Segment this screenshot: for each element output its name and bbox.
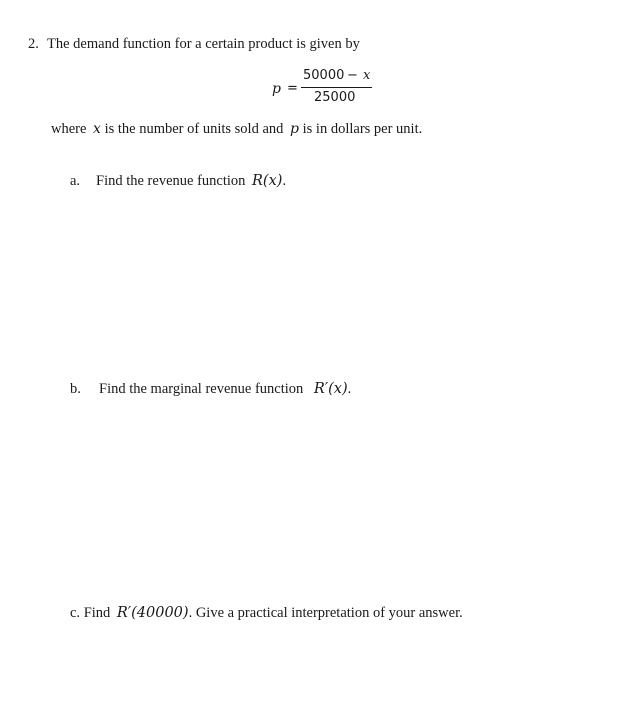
part-a-end: . <box>282 173 287 189</box>
part-a-question <box>96 173 286 190</box>
where-text-2: is the number of units sold and <box>104 121 284 137</box>
part-c-question <box>70 605 463 622</box>
numerator-value: 50000 <box>303 68 345 83</box>
part-b-text: Find the marginal revenue function <box>99 381 304 397</box>
part-b-math: R′(x) <box>313 381 348 397</box>
part-c-end: . Give a practical interpretation of your answer. <box>188 605 463 621</box>
numerator-variable: x <box>363 68 371 83</box>
part-b-question <box>99 381 351 398</box>
part-c-math: R′(40000) <box>116 605 189 621</box>
denominator: 25000 <box>314 90 356 105</box>
where-text-1: where <box>51 121 87 137</box>
var-x: x <box>93 121 101 137</box>
where-text-3: is in dollars per unit. <box>302 121 423 137</box>
equation-lhs: p <box>272 81 281 97</box>
part-c-text: Find <box>83 605 111 621</box>
problem-intro: The demand function for a certain product is given by <box>47 36 360 52</box>
equation-equals: = <box>287 81 298 96</box>
fraction-bar <box>301 87 372 88</box>
part-c-label: c. <box>70 605 81 621</box>
part-b-end: . <box>347 381 352 397</box>
variable-definition <box>51 121 422 138</box>
numerator-operator: − <box>347 68 358 83</box>
var-p: p <box>290 121 299 137</box>
part-a-label: a. <box>70 173 81 189</box>
part-a-math: R(x) <box>252 173 283 189</box>
part-a-text: Find the revenue function <box>96 173 246 189</box>
problem-number: 2. <box>28 36 39 52</box>
part-b-label: b. <box>70 381 81 397</box>
